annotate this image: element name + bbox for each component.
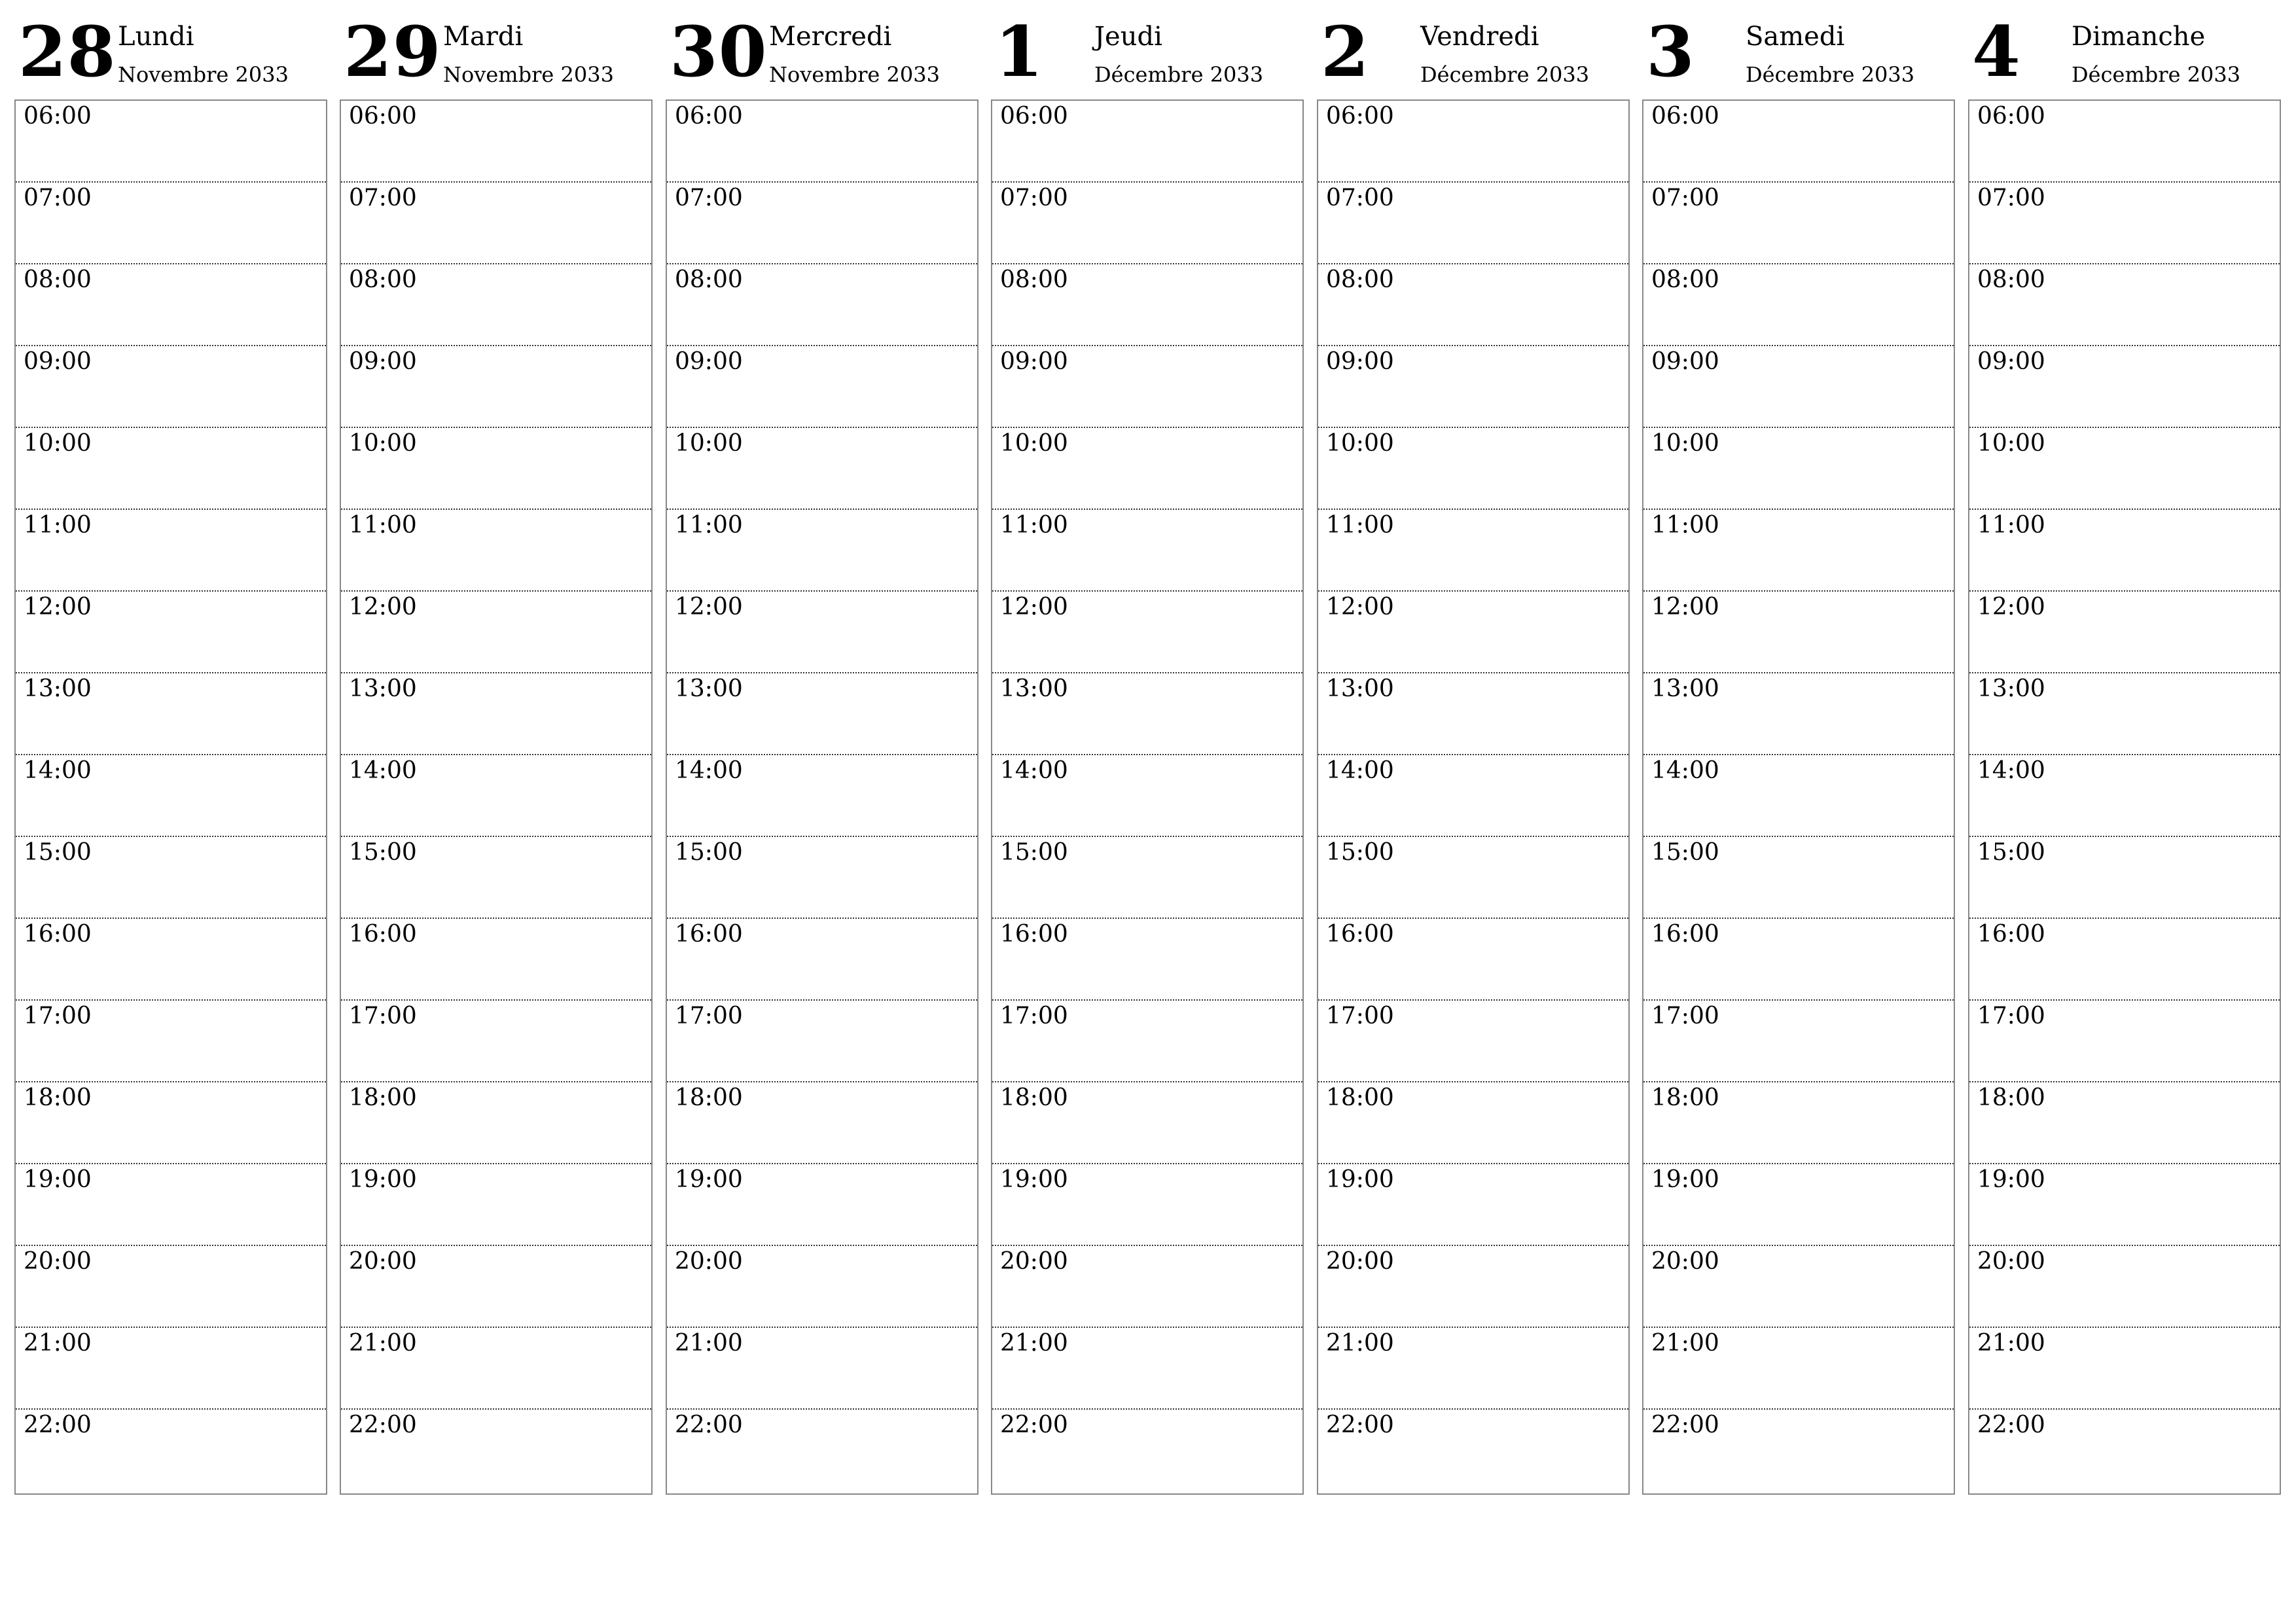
time-slot[interactable] — [1643, 183, 1954, 264]
time-label: 16:00 — [24, 921, 92, 948]
time-slot[interactable] — [667, 428, 977, 510]
time-label: 21:00 — [1651, 1330, 1719, 1357]
time-label: 22:00 — [1000, 1412, 1068, 1438]
time-label: 08:00 — [1326, 266, 1394, 293]
day-name: Dimanche — [2072, 22, 2206, 52]
day-header — [340, 0, 653, 98]
time-slot[interactable] — [1643, 1246, 1954, 1328]
time-label: 10:00 — [349, 430, 417, 457]
time-slot[interactable] — [341, 1328, 651, 1410]
time-slot[interactable] — [1643, 264, 1954, 346]
time-slot[interactable] — [667, 1410, 977, 1491]
time-label: 10:00 — [1000, 430, 1068, 457]
time-label: 16:00 — [1651, 921, 1719, 948]
time-slot[interactable] — [16, 428, 326, 510]
time-slot[interactable] — [1643, 1001, 1954, 1082]
day-month: Novembre 2033 — [443, 62, 614, 87]
day-name: Mercredi — [769, 22, 892, 52]
time-label: 11:00 — [1651, 512, 1719, 539]
time-label: 19:00 — [1651, 1166, 1719, 1193]
time-label: 08:00 — [1000, 266, 1068, 293]
time-label: 20:00 — [675, 1248, 743, 1275]
time-label: 17:00 — [1000, 1003, 1068, 1029]
time-slot[interactable] — [341, 1001, 651, 1082]
day-number: 3 — [1646, 10, 1695, 92]
time-slot[interactable] — [1318, 837, 1628, 919]
time-slot[interactable] — [992, 510, 1302, 592]
day-header — [1968, 0, 2281, 98]
time-slot[interactable] — [1318, 264, 1628, 346]
time-label: 17:00 — [24, 1003, 92, 1029]
day-name: Samedi — [1746, 22, 1845, 52]
time-slot[interactable] — [667, 1164, 977, 1246]
time-slot[interactable] — [16, 101, 326, 183]
time-label: 22:00 — [675, 1412, 743, 1438]
time-slot[interactable] — [1643, 592, 1954, 673]
time-slot[interactable] — [1318, 919, 1628, 1001]
time-slot[interactable] — [1318, 1410, 1628, 1491]
time-label: 16:00 — [349, 921, 417, 948]
time-slot[interactable] — [667, 592, 977, 673]
time-slot[interactable] — [1643, 1410, 1954, 1491]
time-slot[interactable] — [1318, 1001, 1628, 1082]
time-label: 14:00 — [1977, 757, 2045, 784]
time-slot[interactable] — [1969, 510, 2280, 592]
time-slot[interactable] — [1969, 183, 2280, 264]
time-label: 08:00 — [675, 266, 743, 293]
day-schedule-box — [991, 99, 1304, 1495]
time-label: 10:00 — [675, 430, 743, 457]
time-label: 06:00 — [1977, 103, 2045, 130]
time-slot[interactable] — [1969, 1164, 2280, 1246]
day-month: Novembre 2033 — [769, 62, 940, 87]
time-slot[interactable] — [667, 837, 977, 919]
time-label: 20:00 — [349, 1248, 417, 1275]
time-label: 16:00 — [1977, 921, 2045, 948]
time-label: 19:00 — [1977, 1166, 2045, 1193]
time-slot[interactable] — [341, 510, 651, 592]
time-slot[interactable] — [667, 919, 977, 1001]
time-label: 17:00 — [1977, 1003, 2045, 1029]
time-slot[interactable] — [341, 1246, 651, 1328]
time-label: 07:00 — [1326, 185, 1394, 211]
time-slot[interactable] — [667, 346, 977, 428]
time-slot[interactable] — [1969, 1001, 2280, 1082]
time-slot[interactable] — [992, 1246, 1302, 1328]
day-number: 29 — [344, 10, 442, 92]
time-slot[interactable] — [16, 1410, 326, 1491]
time-label: 12:00 — [1000, 594, 1068, 620]
time-label: 22:00 — [1651, 1412, 1719, 1438]
time-label: 13:00 — [349, 675, 417, 702]
time-label: 12:00 — [1977, 594, 2045, 620]
day-header — [666, 0, 978, 98]
time-label: 20:00 — [24, 1248, 92, 1275]
time-label: 16:00 — [1326, 921, 1394, 948]
time-label: 09:00 — [1326, 348, 1394, 375]
time-label: 07:00 — [349, 185, 417, 211]
time-slot[interactable] — [992, 264, 1302, 346]
time-slot[interactable] — [1318, 101, 1628, 183]
time-slot[interactable] — [1969, 755, 2280, 837]
time-label: 13:00 — [1326, 675, 1394, 702]
time-label: 08:00 — [1651, 266, 1719, 293]
time-slot[interactable] — [341, 264, 651, 346]
day-month: Décembre 2033 — [1094, 62, 1264, 87]
time-slot[interactable] — [341, 1410, 651, 1491]
time-label: 06:00 — [1326, 103, 1394, 130]
day-schedule-box — [14, 99, 327, 1495]
time-label: 14:00 — [675, 757, 743, 784]
time-slot[interactable] — [992, 592, 1302, 673]
time-slot[interactable] — [1318, 673, 1628, 755]
time-label: 21:00 — [1326, 1330, 1394, 1357]
time-slot[interactable] — [667, 1328, 977, 1410]
time-label: 11:00 — [24, 512, 92, 539]
time-label: 15:00 — [349, 839, 417, 866]
time-label: 18:00 — [1651, 1084, 1719, 1111]
time-slot[interactable] — [341, 1082, 651, 1164]
day-month: Novembre 2033 — [118, 62, 289, 87]
time-label: 14:00 — [1326, 757, 1394, 784]
time-label: 22:00 — [1326, 1412, 1394, 1438]
time-slot[interactable] — [992, 1001, 1302, 1082]
time-label: 11:00 — [1326, 512, 1394, 539]
time-slot[interactable] — [16, 264, 326, 346]
time-slot[interactable] — [341, 919, 651, 1001]
day-number: 4 — [1972, 10, 2021, 92]
time-label: 08:00 — [24, 266, 92, 293]
time-label: 14:00 — [24, 757, 92, 784]
time-slot[interactable] — [1969, 1082, 2280, 1164]
time-label: 11:00 — [1977, 512, 2045, 539]
time-slot[interactable] — [16, 1082, 326, 1164]
day-name: Lundi — [118, 22, 194, 52]
time-slot[interactable] — [1318, 592, 1628, 673]
day-month: Décembre 2033 — [2072, 62, 2241, 87]
time-label: 13:00 — [675, 675, 743, 702]
day-header — [14, 0, 327, 98]
time-label: 21:00 — [675, 1330, 743, 1357]
time-slot[interactable] — [1643, 1328, 1954, 1410]
time-label: 18:00 — [1977, 1084, 2045, 1111]
time-label: 21:00 — [1977, 1330, 2045, 1357]
time-slot[interactable] — [16, 1001, 326, 1082]
time-label: 06:00 — [675, 103, 743, 130]
time-label: 14:00 — [1651, 757, 1719, 784]
time-label: 19:00 — [1000, 1166, 1068, 1193]
time-label: 13:00 — [1000, 675, 1068, 702]
time-slot[interactable] — [1643, 101, 1954, 183]
time-slot[interactable] — [992, 919, 1302, 1001]
time-label: 12:00 — [349, 594, 417, 620]
time-label: 19:00 — [675, 1166, 743, 1193]
day-schedule-box — [340, 99, 653, 1495]
time-label: 15:00 — [1326, 839, 1394, 866]
time-label: 06:00 — [349, 103, 417, 130]
time-label: 15:00 — [1977, 839, 2045, 866]
time-label: 07:00 — [24, 185, 92, 211]
time-label: 10:00 — [24, 430, 92, 457]
day-number: 30 — [670, 10, 768, 92]
day-header — [991, 0, 1304, 98]
time-label: 17:00 — [349, 1003, 417, 1029]
time-label: 15:00 — [675, 839, 743, 866]
time-slot[interactable] — [1969, 592, 2280, 673]
time-slot[interactable] — [16, 510, 326, 592]
time-label: 10:00 — [1977, 430, 2045, 457]
time-label: 13:00 — [24, 675, 92, 702]
time-label: 07:00 — [1977, 185, 2045, 211]
time-slot[interactable] — [1643, 1082, 1954, 1164]
time-slot[interactable] — [992, 1410, 1302, 1491]
time-slot[interactable] — [667, 183, 977, 264]
time-label: 09:00 — [1651, 348, 1719, 375]
time-slot[interactable] — [16, 592, 326, 673]
day-month: Décembre 2033 — [1746, 62, 1915, 87]
time-slot[interactable] — [667, 264, 977, 346]
time-slot[interactable] — [1643, 673, 1954, 755]
time-slot[interactable] — [992, 673, 1302, 755]
day-number: 28 — [18, 10, 117, 92]
time-label: 09:00 — [1977, 348, 2045, 375]
day-name: Jeudi — [1094, 22, 1162, 52]
time-label: 12:00 — [24, 594, 92, 620]
time-label: 17:00 — [1651, 1003, 1719, 1029]
time-label: 18:00 — [1326, 1084, 1394, 1111]
time-slot[interactable] — [1318, 346, 1628, 428]
time-label: 21:00 — [349, 1330, 417, 1357]
time-label: 21:00 — [1000, 1330, 1068, 1357]
time-label: 22:00 — [1977, 1412, 2045, 1438]
time-slot[interactable] — [1969, 428, 2280, 510]
time-slot[interactable] — [667, 1001, 977, 1082]
time-label: 11:00 — [1000, 512, 1068, 539]
time-label: 20:00 — [1977, 1248, 2045, 1275]
day-schedule-box — [1642, 99, 1955, 1495]
time-slot[interactable] — [1643, 1164, 1954, 1246]
time-label: 11:00 — [349, 512, 417, 539]
time-slot[interactable] — [16, 837, 326, 919]
time-slot[interactable] — [1318, 510, 1628, 592]
time-slot[interactable] — [1969, 264, 2280, 346]
time-label: 13:00 — [1977, 675, 2045, 702]
time-slot[interactable] — [1318, 755, 1628, 837]
time-label: 08:00 — [349, 266, 417, 293]
time-slot[interactable] — [667, 1082, 977, 1164]
time-label: 20:00 — [1651, 1248, 1719, 1275]
time-label: 09:00 — [349, 348, 417, 375]
time-slot[interactable] — [1969, 1246, 2280, 1328]
time-label: 10:00 — [1326, 430, 1394, 457]
time-slot[interactable] — [667, 510, 977, 592]
day-number: 2 — [1321, 10, 1370, 92]
time-label: 19:00 — [1326, 1166, 1394, 1193]
time-slot[interactable] — [1643, 919, 1954, 1001]
time-label: 15:00 — [1651, 839, 1719, 866]
time-label: 08:00 — [1977, 266, 2045, 293]
time-slot[interactable] — [16, 755, 326, 837]
time-label: 11:00 — [675, 512, 743, 539]
time-label: 06:00 — [24, 103, 92, 130]
time-slot[interactable] — [1643, 755, 1954, 837]
time-slot[interactable] — [341, 346, 651, 428]
time-slot[interactable] — [16, 673, 326, 755]
time-slot[interactable] — [667, 101, 977, 183]
time-label: 20:00 — [1000, 1248, 1068, 1275]
time-label: 07:00 — [675, 185, 743, 211]
time-label: 09:00 — [24, 348, 92, 375]
time-slot[interactable] — [992, 1328, 1302, 1410]
time-label: 15:00 — [24, 839, 92, 866]
time-slot[interactable] — [1318, 1164, 1628, 1246]
time-slot[interactable] — [1318, 428, 1628, 510]
time-label: 12:00 — [675, 594, 743, 620]
time-slot[interactable] — [1318, 1328, 1628, 1410]
time-slot[interactable] — [992, 1164, 1302, 1246]
time-slot[interactable] — [1969, 673, 2280, 755]
time-label: 09:00 — [675, 348, 743, 375]
time-slot[interactable] — [992, 1082, 1302, 1164]
day-schedule-box — [666, 99, 978, 1495]
time-slot[interactable] — [667, 755, 977, 837]
time-label: 18:00 — [675, 1084, 743, 1111]
time-label: 15:00 — [1000, 839, 1068, 866]
time-label: 17:00 — [675, 1003, 743, 1029]
time-slot[interactable] — [16, 183, 326, 264]
time-slot[interactable] — [667, 673, 977, 755]
time-label: 12:00 — [1326, 594, 1394, 620]
day-schedule-box — [1317, 99, 1630, 1495]
time-slot[interactable] — [1643, 346, 1954, 428]
time-label: 14:00 — [1000, 757, 1068, 784]
time-label: 06:00 — [1000, 103, 1068, 130]
time-label: 12:00 — [1651, 594, 1719, 620]
time-label: 20:00 — [1326, 1248, 1394, 1275]
time-label: 06:00 — [1651, 103, 1719, 130]
time-slot[interactable] — [1318, 183, 1628, 264]
time-slot[interactable] — [992, 837, 1302, 919]
time-slot[interactable] — [16, 346, 326, 428]
time-slot[interactable] — [1318, 1082, 1628, 1164]
time-label: 09:00 — [1000, 348, 1068, 375]
time-slot[interactable] — [341, 183, 651, 264]
time-slot[interactable] — [992, 755, 1302, 837]
time-label: 18:00 — [349, 1084, 417, 1111]
time-label: 18:00 — [24, 1084, 92, 1111]
day-header — [1317, 0, 1630, 98]
time-slot[interactable] — [1969, 101, 2280, 183]
time-label: 14:00 — [349, 757, 417, 784]
time-slot[interactable] — [992, 428, 1302, 510]
time-slot[interactable] — [1969, 1410, 2280, 1491]
time-slot[interactable] — [1643, 510, 1954, 592]
time-label: 07:00 — [1000, 185, 1068, 211]
day-month: Décembre 2033 — [1420, 62, 1590, 87]
time-slot[interactable] — [341, 592, 651, 673]
time-slot[interactable] — [1643, 837, 1954, 919]
time-slot[interactable] — [341, 673, 651, 755]
day-name: Vendredi — [1420, 22, 1539, 52]
time-label: 21:00 — [24, 1330, 92, 1357]
time-slot[interactable] — [1969, 837, 2280, 919]
time-slot[interactable] — [16, 919, 326, 1001]
time-label: 22:00 — [349, 1412, 417, 1438]
time-label: 16:00 — [675, 921, 743, 948]
time-slot[interactable] — [1969, 346, 2280, 428]
time-slot[interactable] — [341, 1164, 651, 1246]
time-slot[interactable] — [16, 1164, 326, 1246]
day-header — [1642, 0, 1955, 98]
time-label: 10:00 — [1651, 430, 1719, 457]
day-schedule-box — [1968, 99, 2281, 1495]
time-slot[interactable] — [992, 101, 1302, 183]
time-slot[interactable] — [16, 1328, 326, 1410]
time-slot[interactable] — [1969, 919, 2280, 1001]
time-label: 19:00 — [349, 1166, 417, 1193]
time-slot[interactable] — [341, 837, 651, 919]
time-slot[interactable] — [1318, 1246, 1628, 1328]
day-number: 1 — [995, 10, 1044, 92]
time-slot[interactable] — [992, 183, 1302, 264]
time-label: 19:00 — [24, 1166, 92, 1193]
time-slot[interactable] — [16, 1246, 326, 1328]
time-label: 18:00 — [1000, 1084, 1068, 1111]
time-slot[interactable] — [341, 101, 651, 183]
time-slot[interactable] — [1969, 1328, 2280, 1410]
time-slot[interactable] — [341, 755, 651, 837]
time-label: 22:00 — [24, 1412, 92, 1438]
time-label: 13:00 — [1651, 675, 1719, 702]
time-slot[interactable] — [1643, 428, 1954, 510]
time-slot[interactable] — [992, 346, 1302, 428]
time-label: 17:00 — [1326, 1003, 1394, 1029]
day-name: Mardi — [443, 22, 524, 52]
time-label: 16:00 — [1000, 921, 1068, 948]
time-slot[interactable] — [341, 428, 651, 510]
time-slot[interactable] — [667, 1246, 977, 1328]
time-label: 07:00 — [1651, 185, 1719, 211]
